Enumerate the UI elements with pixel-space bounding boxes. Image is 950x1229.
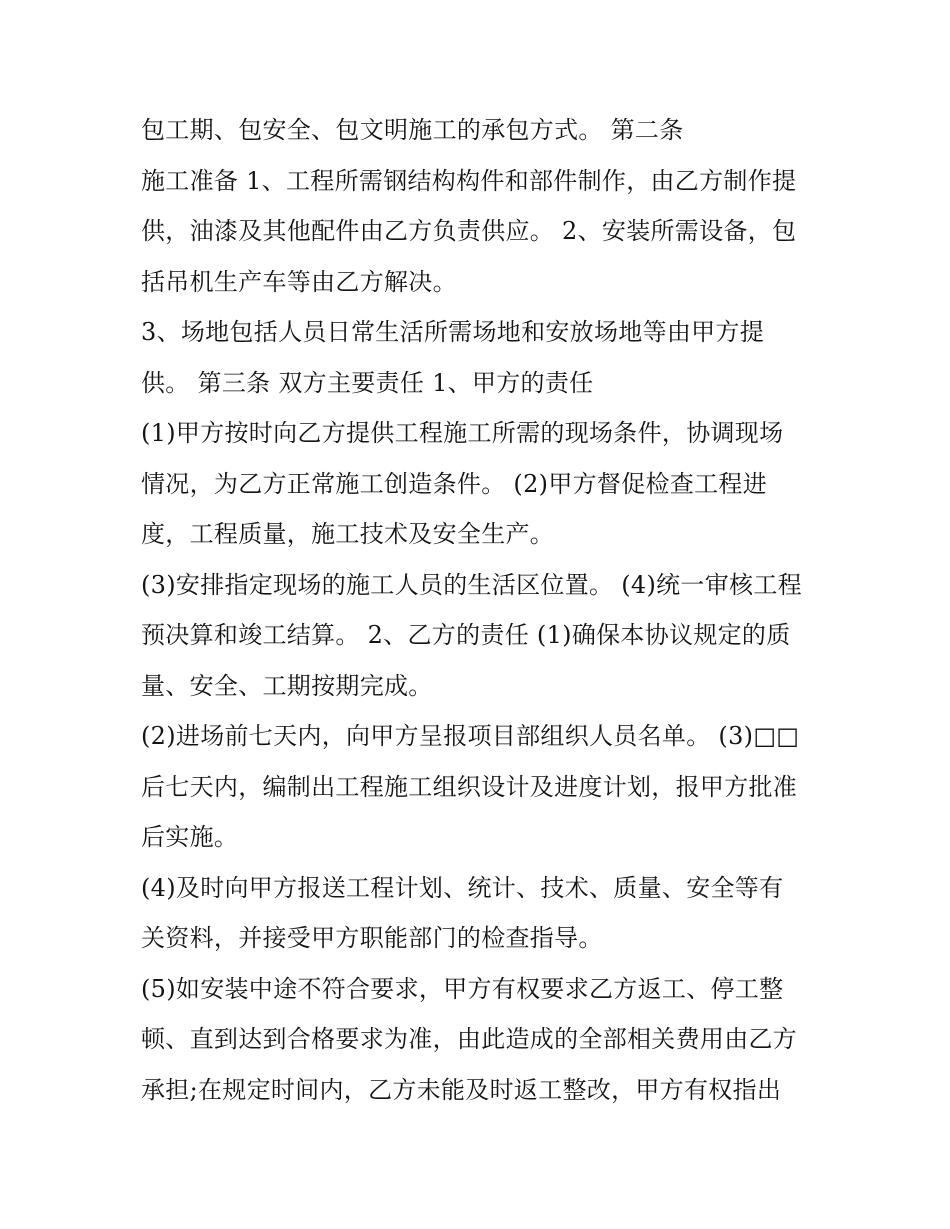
text-line: (3)安排指定现场的施工人员的生活区位置。 (4)统一审核工程 <box>141 571 802 599</box>
text-line: 预决算和竣工结算。 2、乙方的责任 (1)确保本协议规定的质 <box>141 621 791 649</box>
text-line: 后实施。 <box>141 823 239 851</box>
text-line: 情况，为乙方正常施工创造条件。 (2)甲方督促检查工程进 <box>141 470 768 498</box>
text-line: (4)及时向甲方报送工程计划、统计、技术、质量、安全等有 <box>141 874 784 902</box>
text-line: (5)如安装中途不符合要求，甲方有权要求乙方返工、停工整 <box>141 975 784 1003</box>
text-line: 后七天内，编制出工程施工组织设计及进度计划，报甲方批准 <box>141 773 798 801</box>
text-line: 关资料，并接受甲方职能部门的检查指导。 <box>141 924 603 952</box>
text-line: 供。 第三条 双方主要责任 1、甲方的责任 <box>141 369 594 397</box>
text-line: 度，工程质量，施工技术及安全生产。 <box>141 520 555 548</box>
text-line: 承担;在规定时间内，乙方未能及时返工整改，甲方有权指出 <box>141 1076 782 1104</box>
text-line: 顿、直到达到合格要求为准，由此造成的全部相关费用由乙方 <box>141 1025 798 1053</box>
text-line: 量、安全、工期按期完成。 <box>141 672 433 700</box>
text-line: (2)进场前七天内，向甲方呈报项目部组织人员名单。 (3)□□ <box>141 722 800 750</box>
text-line: 括吊机生产车等由乙方解决。 <box>141 268 457 296</box>
text-line: 包工期、包安全、包文明施工的承包方式。 第二条 <box>141 116 684 144</box>
text-line: (1)甲方按时向乙方提供工程施工所需的现场条件，协调现场 <box>141 419 784 447</box>
text-line: 3、场地包括人员日常生活所需场地和安放场地等由甲方提 <box>141 318 765 346</box>
text-line: 施工准备 1、工程所需钢结构构件和部件制作，由乙方制作提 <box>141 167 797 195</box>
text-line: 供，油漆及其他配件由乙方负责供应。 2、安装所需设备，包 <box>141 217 797 245</box>
